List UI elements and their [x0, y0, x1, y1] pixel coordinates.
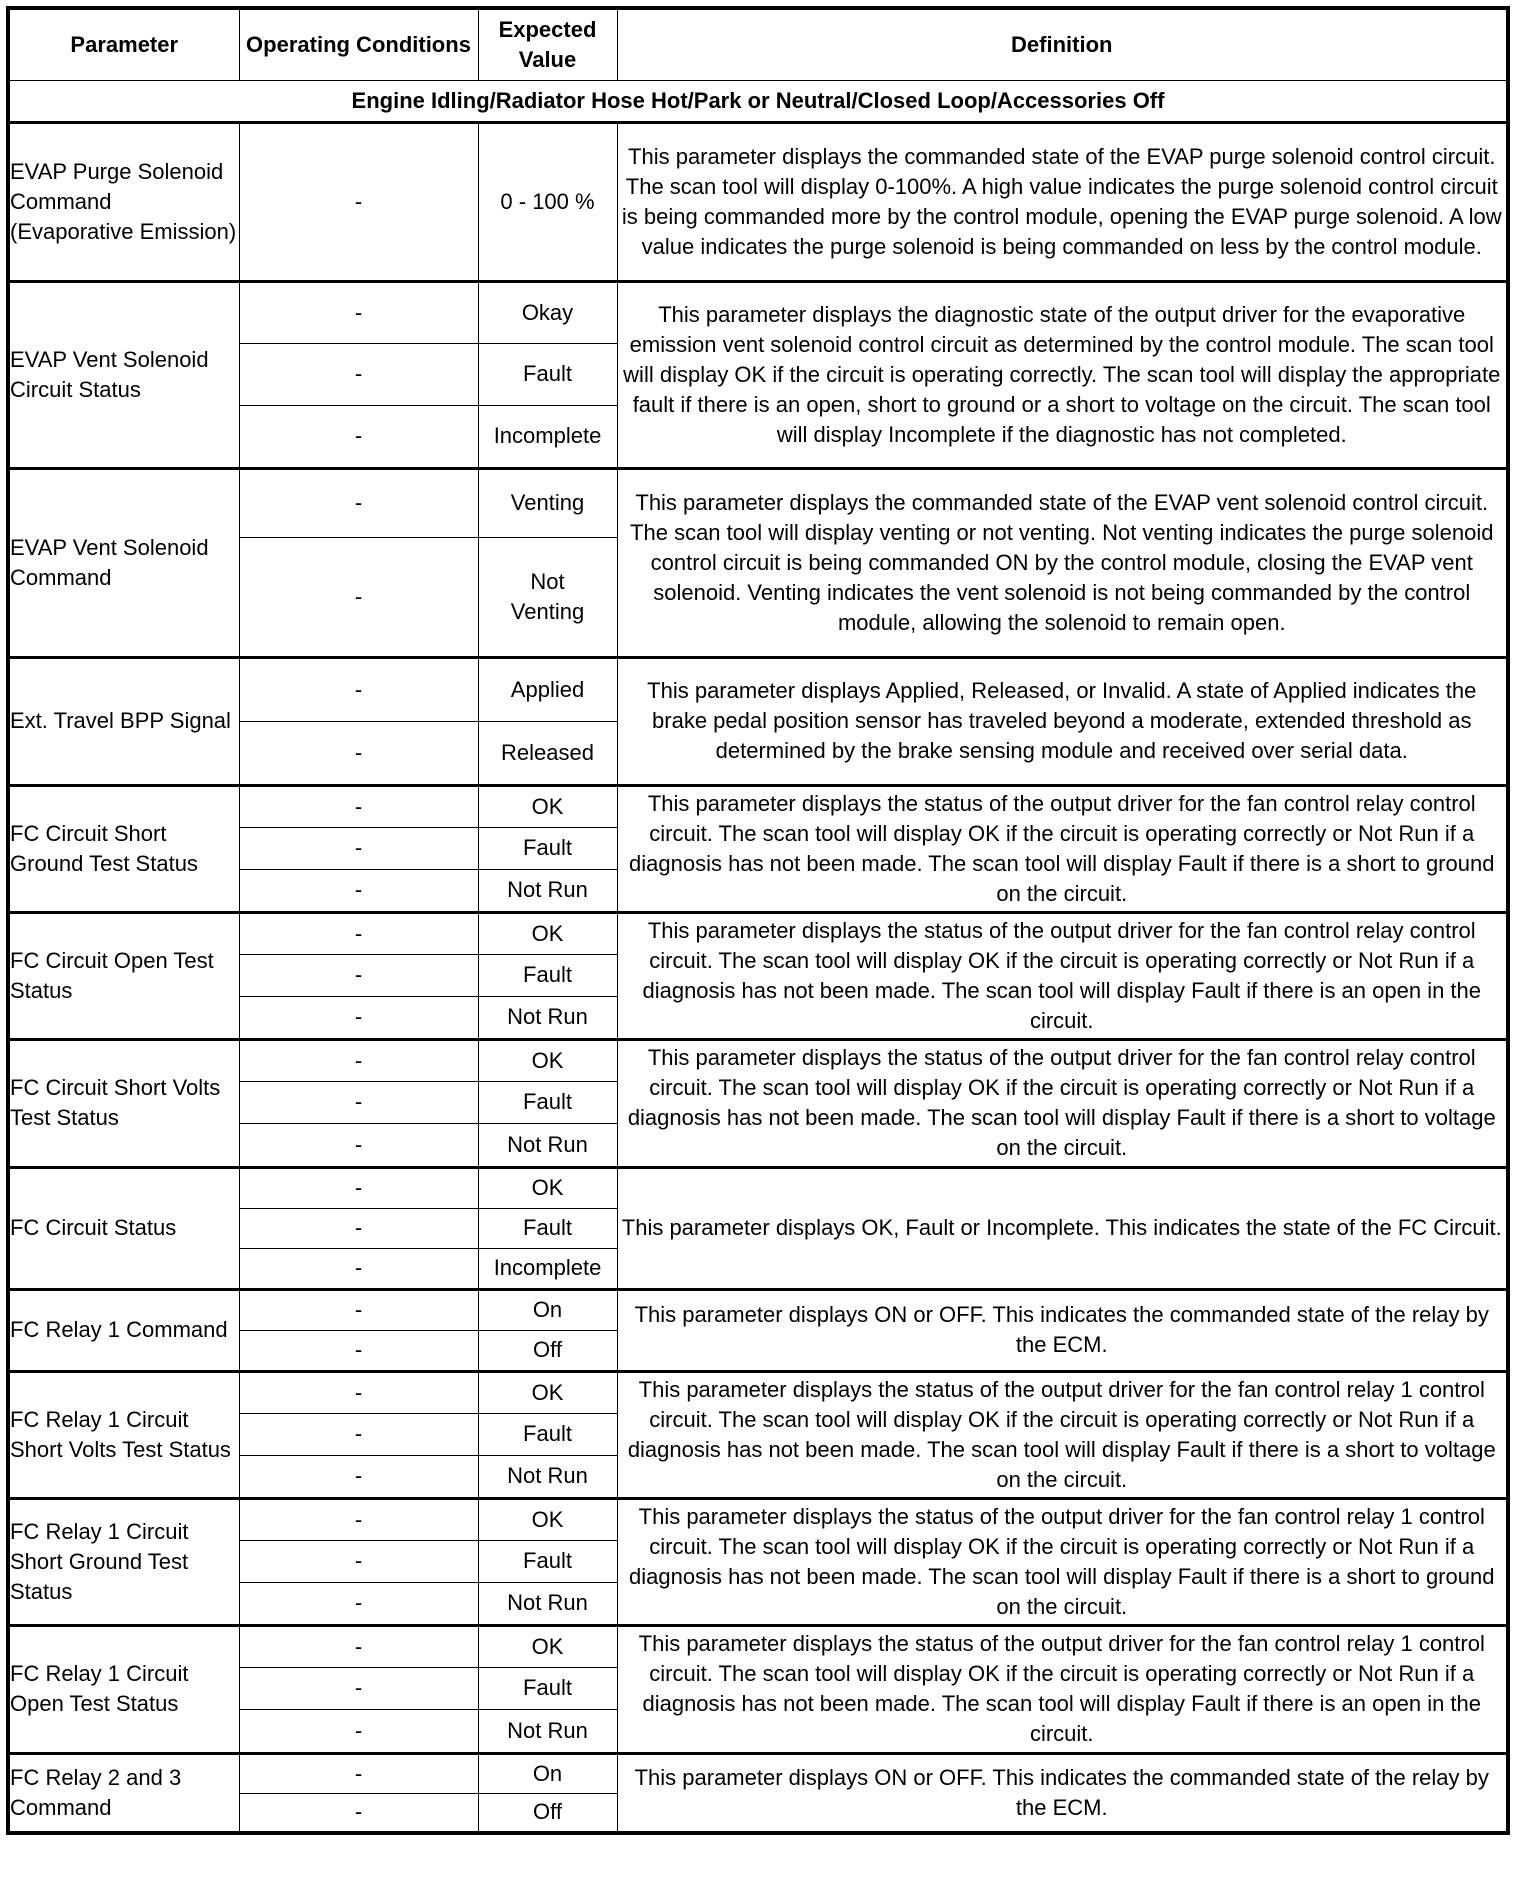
expected-value: Not Run	[478, 1123, 617, 1167]
expected-value: Fault	[478, 1413, 617, 1455]
expected-value: Not Run	[478, 1455, 617, 1498]
operating-condition: -	[239, 657, 478, 721]
parameter-name: FC Circuit Short Volts Test Status	[8, 1039, 239, 1167]
expected-value: Not Run	[478, 996, 617, 1039]
expected-value: Fault	[478, 1540, 617, 1582]
operating-condition: -	[239, 954, 478, 996]
operating-condition: -	[239, 785, 478, 827]
condition-banner-row	[8, 80, 1508, 122]
table-row	[8, 468, 1508, 537]
parameter-name: FC Relay 1 Circuit Open Test Status	[8, 1625, 239, 1753]
expected-value: OK	[478, 1625, 617, 1667]
operating-condition: -	[239, 869, 478, 912]
parameter-name: EVAP Vent Solenoid Circuit Status	[8, 281, 239, 468]
operating-condition: -	[239, 537, 478, 657]
table-row	[8, 1167, 1508, 1208]
parameter-name: FC Circuit Short Ground Test Status	[8, 785, 239, 912]
operating-condition: -	[239, 1455, 478, 1498]
expected-value: Off	[478, 1793, 617, 1833]
parameter-name: FC Relay 2 and 3 Command	[8, 1753, 239, 1833]
operating-condition: -	[239, 1793, 478, 1833]
parameter-name: EVAP Purge Solenoid Command (Evaporative Emission)	[8, 122, 239, 281]
definition-text: This parameter displays the status of the output driver for the fan control relay control circuit. The scan tool will display OK if the circuit is operating correctly or Not Run if a diagnosis has not been made. The scan tool will display Fault if there is a short to ground on the circuit.	[617, 785, 1508, 912]
operating-condition: -	[239, 1540, 478, 1582]
operating-condition: -	[239, 1753, 478, 1793]
expected-value: 0 - 100 %	[478, 122, 617, 281]
operating-condition: -	[239, 1667, 478, 1709]
table-header-row	[8, 8, 1508, 80]
definition-text: This parameter displays the status of the output driver for the fan control relay control circuit. The scan tool will display OK if the circuit is operating correctly or Not Run if a diagnosis has not been made. The scan tool will display Fault if there is an open in the circuit.	[617, 912, 1508, 1039]
definition-text: This parameter displays the status of the output driver for the fan control relay 1 control circuit. The scan tool will display OK if the circuit is operating correctly or Not Run if a diagnosis has not been made. The scan tool will display Fault if there is an open in the circuit.	[617, 1625, 1508, 1753]
expected-value: On	[478, 1753, 617, 1793]
expected-value: OK	[478, 1167, 617, 1208]
table-row	[8, 281, 1508, 343]
operating-condition: -	[239, 1081, 478, 1123]
expected-value: OK	[478, 1498, 617, 1540]
operating-condition: -	[239, 721, 478, 785]
operating-condition: -	[239, 1625, 478, 1667]
expected-value: OK	[478, 785, 617, 827]
definition-text: This parameter displays the status of the output driver for the fan control relay 1 control circuit. The scan tool will display OK if the circuit is operating correctly or Not Run if a diagnosis has not been made. The scan tool will display Fault if there is a short to voltage on the circuit.	[617, 1371, 1508, 1498]
definition-text: This parameter displays Applied, Released, or Invalid. A state of Applied indicates the brake pedal position sensor has traveled beyond a moderate, extended threshold as determined by the brake sensing module and received over serial data.	[617, 657, 1508, 785]
condition-banner: Engine Idling/Radiator Hose Hot/Park or Neutral/Closed Loop/Accessories Off	[8, 80, 1508, 122]
definition-text: This parameter displays the commanded state of the EVAP vent solenoid control circuit. The scan tool will display venting or not venting. Not venting indicates the purge solenoid control circuit is being commanded ON by the control module, closing the EVAP vent solenoid. Venting indicates the vent solenoid is not being commanded by the control module, allowing the solenoid to remain open.	[617, 468, 1508, 657]
operating-condition: -	[239, 827, 478, 869]
expected-value: Not Run	[478, 869, 617, 912]
operating-condition: -	[239, 1582, 478, 1625]
operating-condition: -	[239, 1371, 478, 1413]
operating-condition: -	[239, 468, 478, 537]
parameter-name: FC Relay 1 Circuit Short Volts Test Status	[8, 1371, 239, 1498]
operating-condition: -	[239, 281, 478, 343]
table-row	[8, 785, 1508, 827]
expected-value: Fault	[478, 1081, 617, 1123]
expected-value: Venting	[478, 468, 617, 537]
expected-value: Off	[478, 1330, 617, 1371]
operating-condition: -	[239, 1289, 478, 1330]
table-row	[8, 1753, 1508, 1793]
table-row	[8, 1371, 1508, 1413]
parameter-name: FC Relay 1 Command	[8, 1289, 239, 1371]
operating-condition: -	[239, 1123, 478, 1167]
table-row	[8, 1039, 1508, 1081]
expected-value: Incomplete	[478, 1248, 617, 1289]
definition-text: This parameter displays the status of the output driver for the fan control relay 1 control circuit. The scan tool will display OK if the circuit is operating correctly or Not Run if a diagnosis has not been made. The scan tool will display Fault if there is a short to ground on the circuit.	[617, 1498, 1508, 1625]
expected-value: Incomplete	[478, 405, 617, 468]
parameter-name: FC Circuit Open Test Status	[8, 912, 239, 1039]
operating-condition: -	[239, 343, 478, 405]
table-row	[8, 122, 1508, 281]
operating-condition: -	[239, 405, 478, 468]
header-expected-value: Expected Value	[478, 8, 617, 80]
definition-text: This parameter displays ON or OFF. This indicates the commanded state of the relay by the ECM.	[617, 1289, 1508, 1371]
expected-value: Not Run	[478, 1709, 617, 1753]
expected-value: Not Run	[478, 1582, 617, 1625]
definition-text: This parameter displays the diagnostic state of the output driver for the evaporative emission vent solenoid control circuit as determined by the control module. The scan tool will display OK if the circuit is operating correctly. The scan tool will display the appropriate fault if there is an open, short to ground or a short to voltage on the circuit. The scan tool will display Incomplete if the diagnostic has not completed.	[617, 281, 1508, 468]
expected-value: Fault	[478, 1208, 617, 1248]
expected-value: OK	[478, 1039, 617, 1081]
parameter-name: EVAP Vent Solenoid Command	[8, 468, 239, 657]
operating-condition: -	[239, 1709, 478, 1753]
table-row	[8, 1625, 1508, 1667]
expected-value: Fault	[478, 954, 617, 996]
operating-condition: -	[239, 1248, 478, 1289]
parameter-table	[6, 6, 1510, 1835]
header-definition: Definition	[617, 8, 1508, 80]
header-parameter: Parameter	[8, 8, 239, 80]
expected-value: Not Venting	[478, 537, 617, 657]
table-row	[8, 657, 1508, 721]
parameter-name: FC Relay 1 Circuit Short Ground Test Status	[8, 1498, 239, 1625]
expected-value: Fault	[478, 343, 617, 405]
operating-condition: -	[239, 912, 478, 954]
definition-text: This parameter displays ON or OFF. This indicates the commanded state of the relay by the ECM.	[617, 1753, 1508, 1833]
header-operating-conditions: Operating Conditions	[239, 8, 478, 80]
expected-value: Fault	[478, 1667, 617, 1709]
expected-value: Released	[478, 721, 617, 785]
table-row	[8, 1498, 1508, 1540]
parameter-name: FC Circuit Status	[8, 1167, 239, 1289]
expected-value: Fault	[478, 827, 617, 869]
expected-value: OK	[478, 912, 617, 954]
operating-condition: -	[239, 1167, 478, 1208]
definition-text: This parameter displays the status of the output driver for the fan control relay control circuit. The scan tool will display OK if the circuit is operating correctly or Not Run if a diagnosis has not been made. The scan tool will display Fault if there is a short to voltage on the circuit.	[617, 1039, 1508, 1167]
expected-value: OK	[478, 1371, 617, 1413]
definition-text: This parameter displays OK, Fault or Incomplete. This indicates the state of the FC Circuit.	[617, 1167, 1508, 1289]
expected-value: On	[478, 1289, 617, 1330]
operating-condition: -	[239, 996, 478, 1039]
operating-condition: -	[239, 1039, 478, 1081]
expected-value: Okay	[478, 281, 617, 343]
operating-condition: -	[239, 1413, 478, 1455]
operating-condition: -	[239, 122, 478, 281]
operating-condition: -	[239, 1498, 478, 1540]
expected-value: Applied	[478, 657, 617, 721]
definition-text: This parameter displays the commanded state of the EVAP purge solenoid control circuit. The scan tool will display 0-100%. A high value indicates the purge solenoid control circuit is being commanded more by the control module, opening the EVAP purge solenoid. A low value indicates the purge solenoid is being commanded on less by the control module.	[617, 122, 1508, 281]
operating-condition: -	[239, 1330, 478, 1371]
table-row	[8, 912, 1508, 954]
parameter-name: Ext. Travel BPP Signal	[8, 657, 239, 785]
table-row	[8, 1289, 1508, 1330]
operating-condition: -	[239, 1208, 478, 1248]
